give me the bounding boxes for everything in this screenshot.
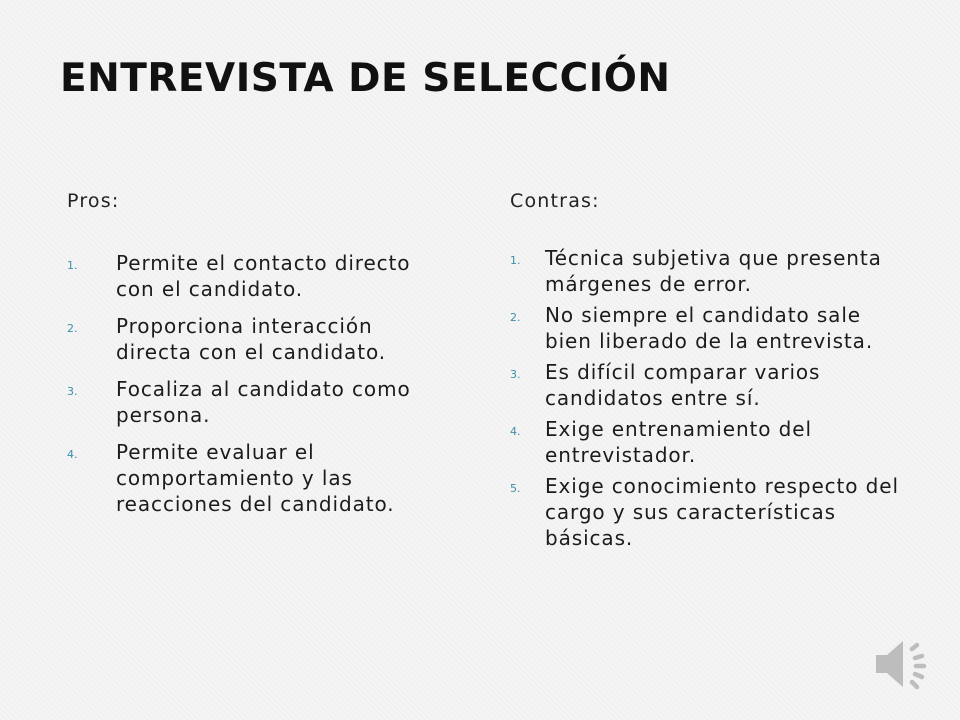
list-item [510, 473, 905, 551]
speaker-icon[interactable] [872, 636, 936, 692]
list-item-text: Es difícil comparar varios candidatos entre sí. [545, 360, 821, 410]
contras-list [510, 245, 905, 551]
list-item-text: No siempre el candidato sale bien liberado de la entrevista. [545, 303, 874, 353]
list-item-text: Permite el contacto directo con el candidato. [116, 251, 411, 301]
list-item-number: 1. [67, 259, 78, 272]
list-item [510, 416, 905, 468]
list-item-text: Técnica subjetiva que presenta márgenes de error. [545, 246, 882, 296]
list-item-text: Permite evaluar el comportamiento y las reacciones del candidato. [116, 440, 395, 516]
list-item [67, 250, 447, 302]
list-item [67, 313, 447, 365]
list-item-number: 4. [510, 425, 521, 438]
list-item-number: 3. [67, 385, 78, 398]
list-item-number: 3. [510, 368, 521, 381]
pros-list [67, 250, 447, 517]
list-item-text: Proporciona interacción directa con el candidato. [116, 314, 386, 364]
contras-column [510, 190, 905, 556]
list-item [67, 439, 447, 517]
list-item-number: 1. [510, 254, 521, 267]
list-item [510, 302, 905, 354]
list-item-number: 2. [510, 311, 521, 324]
list-item-number: 4. [67, 448, 78, 461]
list-item [510, 359, 905, 411]
list-item-text: Exige entrenamiento del entrevistador. [545, 417, 812, 467]
list-item-number: 5. [510, 482, 521, 495]
slide-title: ENTREVISTA DE SELECCIÓN [60, 56, 671, 101]
list-item-text: Exige conocimiento respecto del cargo y sus características básicas. [545, 474, 899, 550]
pros-heading: Pros: [67, 190, 120, 212]
list-item [67, 376, 447, 428]
contras-heading: Contras: [510, 190, 600, 212]
pros-column [67, 190, 447, 528]
list-item-text: Focaliza al candidato como persona. [116, 377, 411, 427]
list-item [510, 245, 905, 297]
list-item-number: 2. [67, 322, 78, 335]
